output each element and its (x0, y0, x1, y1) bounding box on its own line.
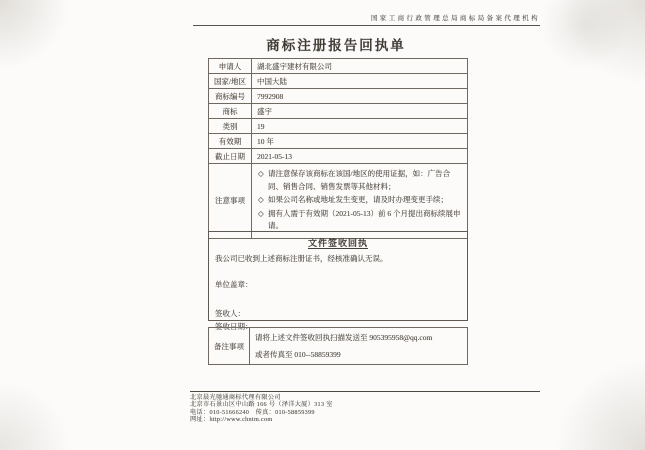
table-row (209, 104, 468, 119)
agency-header: 国家工商行政管理总局商标局备案代理机构 (370, 15, 540, 22)
remarks-label: 备注事项 (209, 328, 250, 365)
row-value: 7992908 (252, 89, 468, 104)
table-row (209, 89, 468, 104)
diamond-bullet-icon: ◇ (258, 169, 264, 178)
note-text: 如果公司名称或地址发生变更，请及时办理变更手续； (268, 195, 448, 204)
sign-date-label: 签收日期： (215, 322, 253, 331)
row-value: 19 (252, 119, 468, 134)
remarks-row (209, 328, 468, 365)
receipt-statement: 我公司已收到上述商标注册证书，经核准确认无误。 (215, 254, 388, 263)
row-value: 中国大陆 (252, 74, 468, 89)
receipt-section (208, 231, 468, 331)
table-row (209, 59, 468, 74)
table-row (209, 149, 468, 164)
footer (190, 394, 333, 423)
notes-content (252, 164, 468, 239)
footer-website: 网址：http://www.chntm.com (190, 415, 273, 423)
table-row (209, 74, 468, 89)
row-value: 盛宇 (252, 104, 468, 119)
header-rule (193, 25, 540, 26)
stamp-label: 单位盖章： (215, 280, 253, 289)
table-row (209, 119, 468, 134)
row-label: 有效期 (209, 134, 252, 149)
page-title: 商标注册报告回执单 (266, 38, 406, 53)
remarks-line: 或者传真至 010--58859399 (255, 350, 341, 359)
note-text: 拥有人需于有效期（2021-05-13）前 6 个月提出商标续展申请。 (268, 208, 461, 230)
remarks-table (208, 327, 468, 365)
row-label: 商标 (209, 104, 252, 119)
diamond-bullet-icon: ◇ (258, 195, 264, 204)
footer-contacts: 电话：010-51666240 传真：010-58859399 (190, 408, 315, 416)
notes-label: 注意事项 (209, 164, 252, 239)
row-label: 类别 (209, 119, 252, 134)
receipt-title: 文件签收回执 (307, 238, 368, 248)
remarks-line: 请将上述文件签收回执扫描发送至 905395958@qq.com (255, 333, 433, 342)
row-value: 10 年 (252, 134, 468, 149)
note-item (258, 194, 462, 207)
note-item (258, 168, 462, 193)
table-row (209, 134, 468, 149)
row-label: 国家/地区 (209, 74, 252, 89)
notes-row (209, 164, 468, 239)
note-text: 请注意保存该商标在该国/地区的使用证据，如：广告合同、销售合同、销售发票等其他材料； (268, 169, 451, 191)
footer-rule (190, 391, 540, 392)
row-value: 2021-05-13 (252, 149, 468, 164)
signer-label: 签收人： (215, 309, 245, 318)
remarks-content (250, 328, 468, 365)
footer-company: 北京晨光驰通商标代理有限公司 (190, 394, 281, 401)
row-label: 商标编号 (209, 89, 252, 104)
row-value: 湖北盛宇建材有限公司 (252, 59, 468, 74)
row-label: 截止日期 (209, 149, 252, 164)
diamond-bullet-icon: ◇ (258, 208, 264, 218)
row-label: 申请人 (209, 59, 252, 74)
info-table (208, 58, 468, 239)
note-item (258, 208, 462, 233)
footer-address: 北京市石景山区中山路 166 号（泽洋大厦）313 室 (190, 401, 333, 409)
